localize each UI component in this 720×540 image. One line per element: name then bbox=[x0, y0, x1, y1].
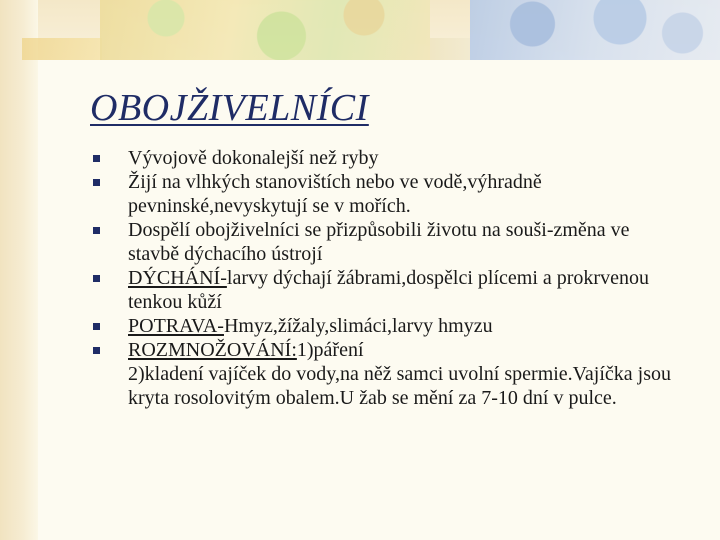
list-item bbox=[90, 146, 685, 170]
bullet-heading: ROZMNOŽOVÁNÍ: bbox=[128, 339, 297, 361]
decorative-banner-blue bbox=[470, 0, 720, 60]
bullet-heading: DÝCHÁNÍ- bbox=[128, 267, 227, 289]
bullet-text: Vývojově dokonalejší než ryby bbox=[128, 147, 379, 169]
list-item bbox=[90, 266, 685, 314]
bullet-text: 1)páření bbox=[296, 339, 364, 361]
bullet-text: larvy dýchají žábrami,dospělci plícemi a prokrvenou tenkou kůží bbox=[128, 267, 649, 313]
bullet-text: Hmyz,žížaly,slimáci,larvy hmyzu bbox=[223, 315, 493, 337]
decorative-banner-left bbox=[22, 38, 102, 60]
decorative-banner-gap bbox=[430, 38, 470, 60]
square-bullet-icon bbox=[93, 323, 100, 330]
bullet-heading: POTRAVA- bbox=[128, 315, 224, 337]
square-bullet-icon bbox=[93, 275, 100, 282]
square-bullet-icon bbox=[93, 155, 100, 162]
bullet-list bbox=[90, 146, 685, 410]
decorative-banner-green bbox=[100, 0, 430, 60]
list-item bbox=[90, 170, 685, 218]
list-item bbox=[90, 314, 685, 338]
bullet-continuation-text: 2)kladení vajíček do vody,na něž samci uvolní spermie.Vajíčka jsou kryta rosolovitým obalem.U žab se mění za 7-10 dní v pulce. bbox=[128, 363, 671, 409]
bullet-text: Žijí na vlhkých stanovištích nebo ve vodě,výhradně pevninské,nevyskytují se v mořích. bbox=[128, 171, 542, 217]
square-bullet-icon bbox=[93, 227, 100, 234]
list-item bbox=[90, 218, 685, 266]
bullet-text: Dospělí obojživelníci se přizpůsobili životu na souši-změna ve stavbě dýchacího ústrojí bbox=[128, 219, 630, 265]
decorative-left-band bbox=[0, 0, 38, 540]
square-bullet-icon bbox=[93, 179, 100, 186]
slide-title: OBOJŽIVELNÍCI bbox=[90, 87, 369, 129]
square-bullet-icon bbox=[93, 347, 100, 354]
list-item bbox=[90, 338, 685, 410]
